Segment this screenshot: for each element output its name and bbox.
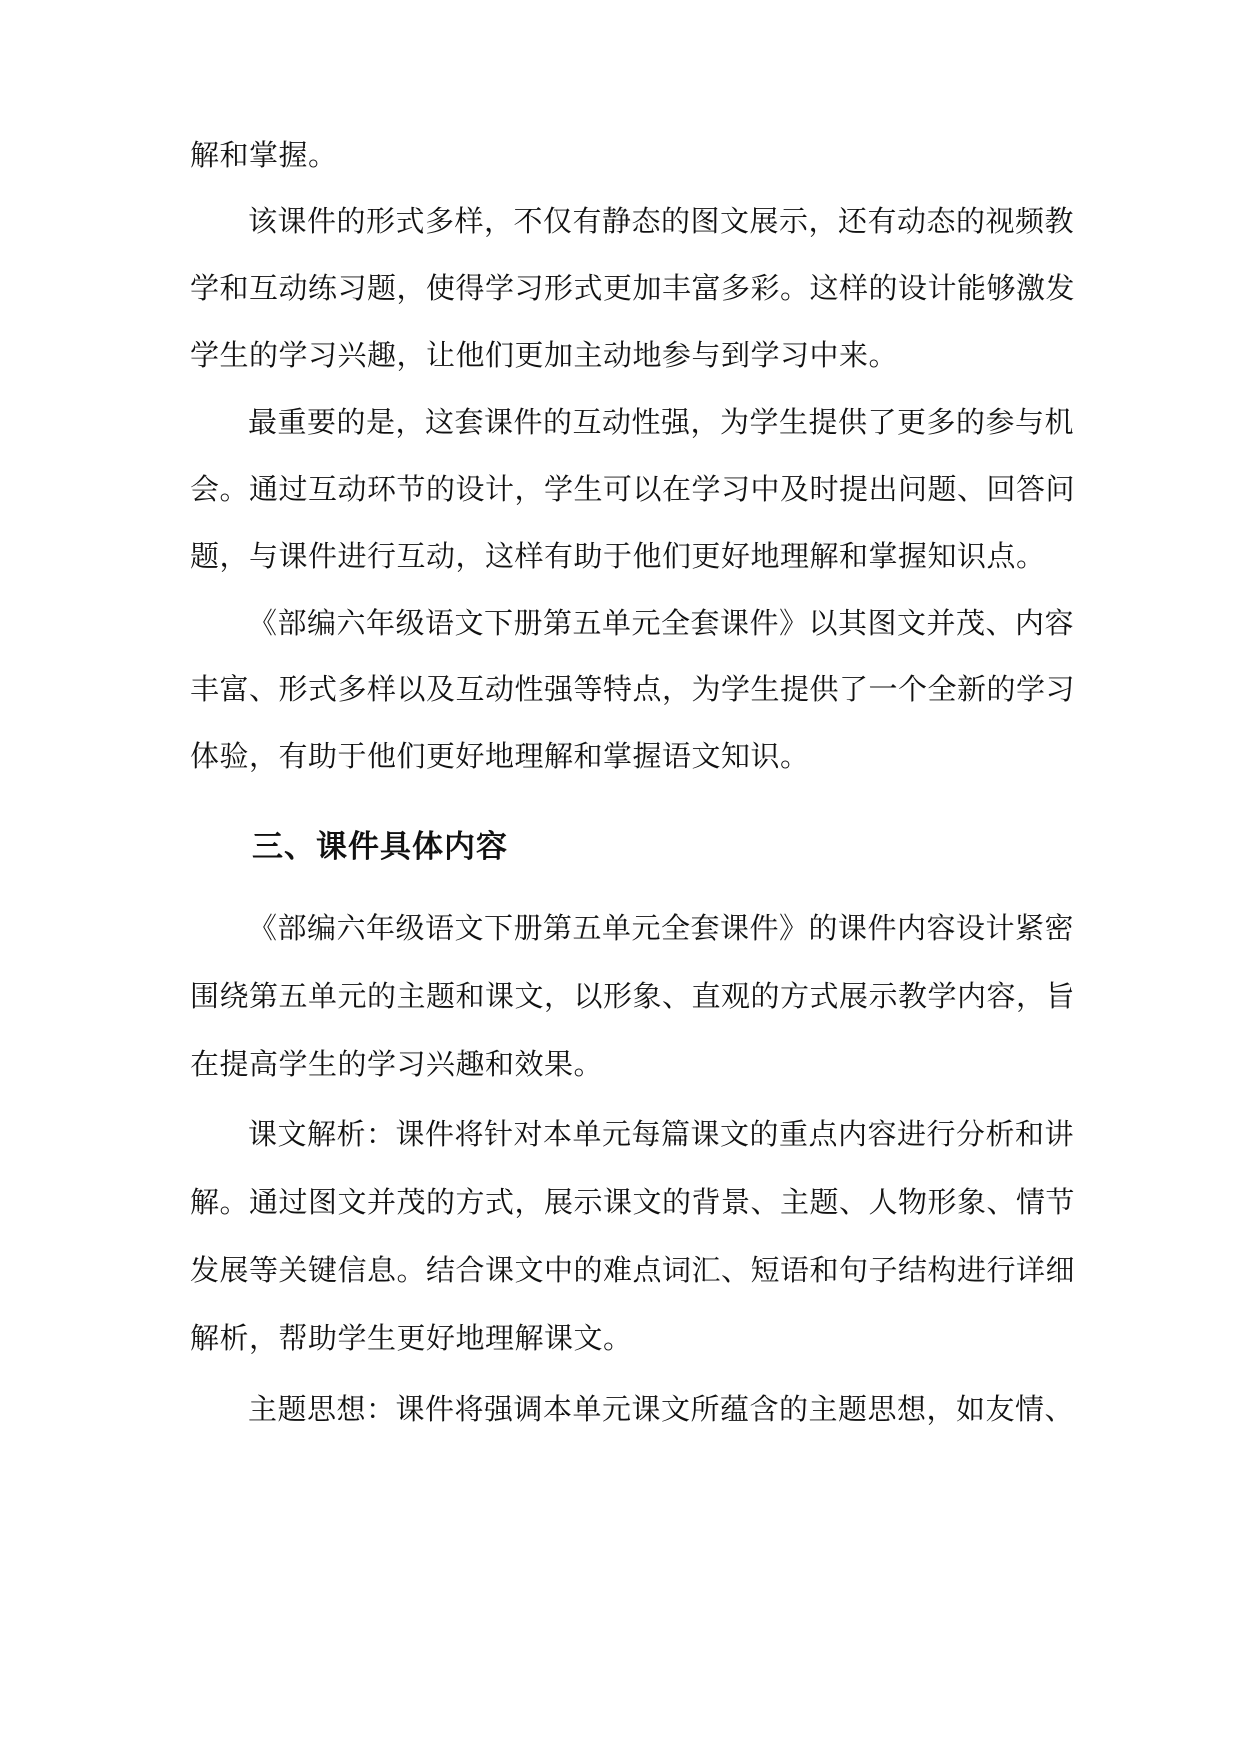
text-line: 题，与课件进行互动，这样有助于他们更好地理解和掌握知识点。: [190, 539, 1046, 573]
text-line: 学生的学习兴趣，让他们更加主动地参与到学习中来。: [190, 338, 899, 372]
section-heading: 三、课件具体内容: [252, 829, 508, 865]
text-line: 体验，有助于他们更好地理解和掌握语文知识。: [190, 739, 810, 773]
text-line: 发展等关键信息。结合课文中的难点词汇、短语和句子结构进行详细: [190, 1253, 1076, 1287]
text-line: 学和互动练习题，使得学习形式更加丰富多彩。这样的设计能够激发: [190, 271, 1076, 305]
text-line: 课文解析：课件将针对本单元每篇课文的重点内容进行分析和讲: [248, 1117, 1075, 1151]
text-line: 会。通过互动环节的设计，学生可以在学习中及时提出问题、回答问: [190, 472, 1076, 506]
text-line: 解析，帮助学生更好地理解课文。: [190, 1321, 633, 1355]
text-line: 主题思想：课件将强调本单元课文所蕴含的主题思想，如友情、: [248, 1392, 1075, 1426]
text-line: 围绕第五单元的主题和课文，以形象、直观的方式展示教学内容，旨: [190, 979, 1076, 1013]
text-line: 丰富、形式多样以及互动性强等特点，为学生提供了一个全新的学习: [190, 672, 1076, 706]
text-line: 最重要的是，这套课件的互动性强，为学生提供了更多的参与机: [248, 405, 1075, 439]
text-line: 《部编六年级语文下册第五单元全套课件》的课件内容设计紧密: [248, 911, 1075, 945]
text-line: 解和掌握。: [190, 138, 338, 172]
text-line: 《部编六年级语文下册第五单元全套课件》以其图文并茂、内容: [248, 606, 1075, 640]
text-line: 解。通过图文并茂的方式，展示课文的背景、主题、人物形象、情节: [190, 1185, 1076, 1219]
text-line: 该课件的形式多样，不仅有静态的图文展示，还有动态的视频教: [248, 204, 1075, 238]
text-line: 在提高学生的学习兴趣和效果。: [190, 1047, 604, 1081]
